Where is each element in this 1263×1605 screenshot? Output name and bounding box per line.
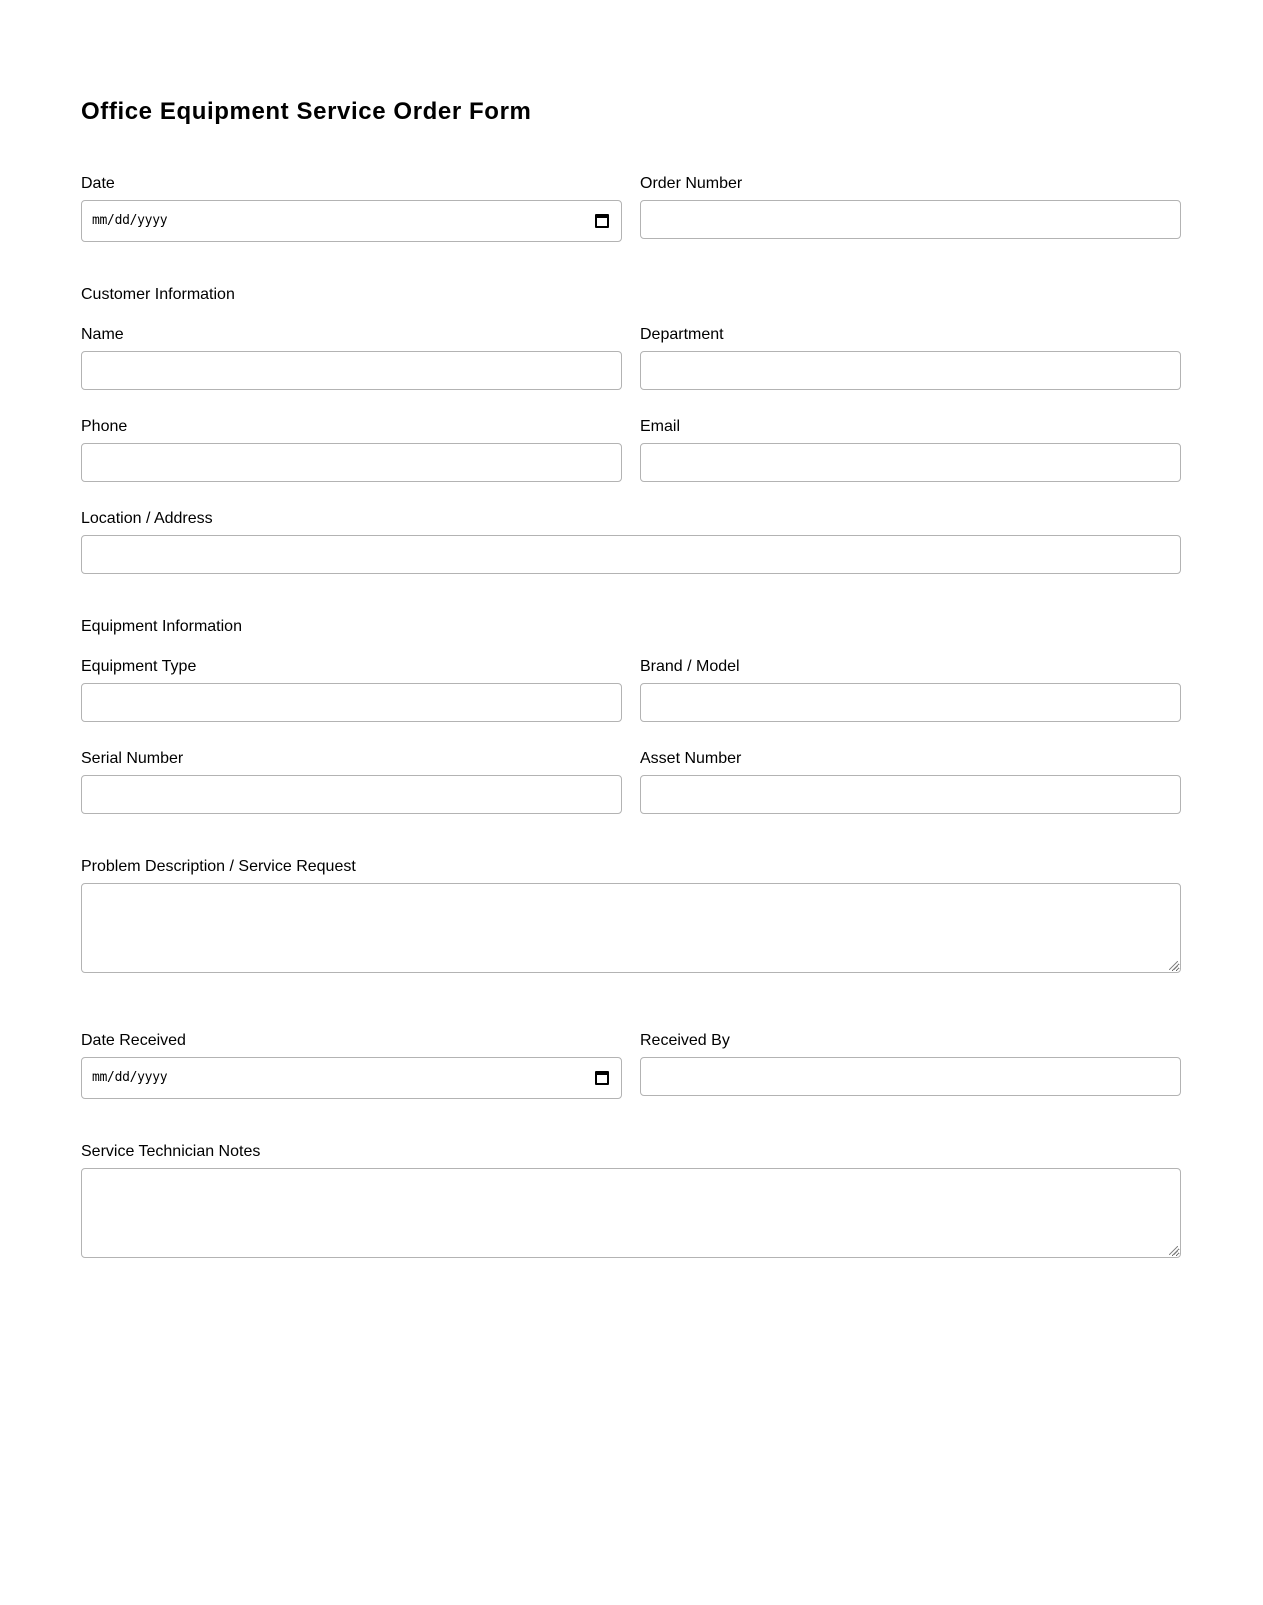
department-label: Department	[640, 326, 724, 343]
equipment-section-label: Equipment Information	[81, 618, 242, 635]
received-by-input[interactable]	[640, 1057, 1181, 1096]
date-field-group	[81, 175, 622, 242]
asset-number-label: Asset Number	[640, 750, 742, 767]
problem-description-textarea[interactable]	[81, 883, 1181, 973]
tech-notes-field-group	[81, 1143, 1181, 1258]
calendar-icon[interactable]	[595, 1071, 609, 1085]
equipment-type-label: Equipment Type	[81, 658, 197, 675]
email-input[interactable]	[640, 443, 1181, 482]
brand-model-field-group	[640, 658, 1181, 722]
page-title: Office Equipment Service Order Form	[81, 98, 532, 125]
equipment-type-field-group	[81, 658, 622, 722]
date-placeholder: mm/dd/yyyy	[92, 213, 168, 228]
serial-number-label: Serial Number	[81, 750, 184, 767]
date-received-input[interactable]	[81, 1057, 622, 1099]
tech-notes-label: Service Technician Notes	[81, 1143, 261, 1160]
serial-number-input[interactable]	[81, 775, 622, 814]
phone-field-group	[81, 418, 622, 482]
problem-description-field-group	[81, 858, 1181, 973]
location-input[interactable]	[81, 535, 1181, 574]
date-received-placeholder: mm/dd/yyyy	[92, 1070, 168, 1085]
asset-number-input[interactable]	[640, 775, 1181, 814]
asset-number-field-group	[640, 750, 1181, 814]
department-field-group	[640, 326, 1181, 390]
department-input[interactable]	[640, 351, 1181, 390]
date-received-label: Date Received	[81, 1032, 186, 1049]
location-field-group	[81, 510, 1181, 574]
tech-notes-textarea[interactable]	[81, 1168, 1181, 1258]
phone-label: Phone	[81, 418, 128, 435]
date-received-field-group	[81, 1032, 622, 1099]
order-number-input[interactable]	[640, 200, 1181, 239]
email-label: Email	[640, 418, 681, 435]
date-label: Date	[81, 175, 115, 192]
received-by-field-group	[640, 1032, 1181, 1096]
customer-section-label: Customer Information	[81, 286, 235, 303]
phone-input[interactable]	[81, 443, 622, 482]
equipment-type-input[interactable]	[81, 683, 622, 722]
name-field-group	[81, 326, 622, 390]
name-input[interactable]	[81, 351, 622, 390]
brand-model-label: Brand / Model	[640, 658, 740, 675]
location-label: Location / Address	[81, 510, 213, 527]
order-number-field-group	[640, 175, 1181, 239]
email-field-group	[640, 418, 1181, 482]
problem-description-label: Problem Description / Service Request	[81, 858, 356, 875]
serial-number-field-group	[81, 750, 622, 814]
order-number-label: Order Number	[640, 175, 743, 192]
brand-model-input[interactable]	[640, 683, 1181, 722]
date-input[interactable]	[81, 200, 622, 242]
name-label: Name	[81, 326, 124, 343]
calendar-icon[interactable]	[595, 214, 609, 228]
received-by-label: Received By	[640, 1032, 730, 1049]
